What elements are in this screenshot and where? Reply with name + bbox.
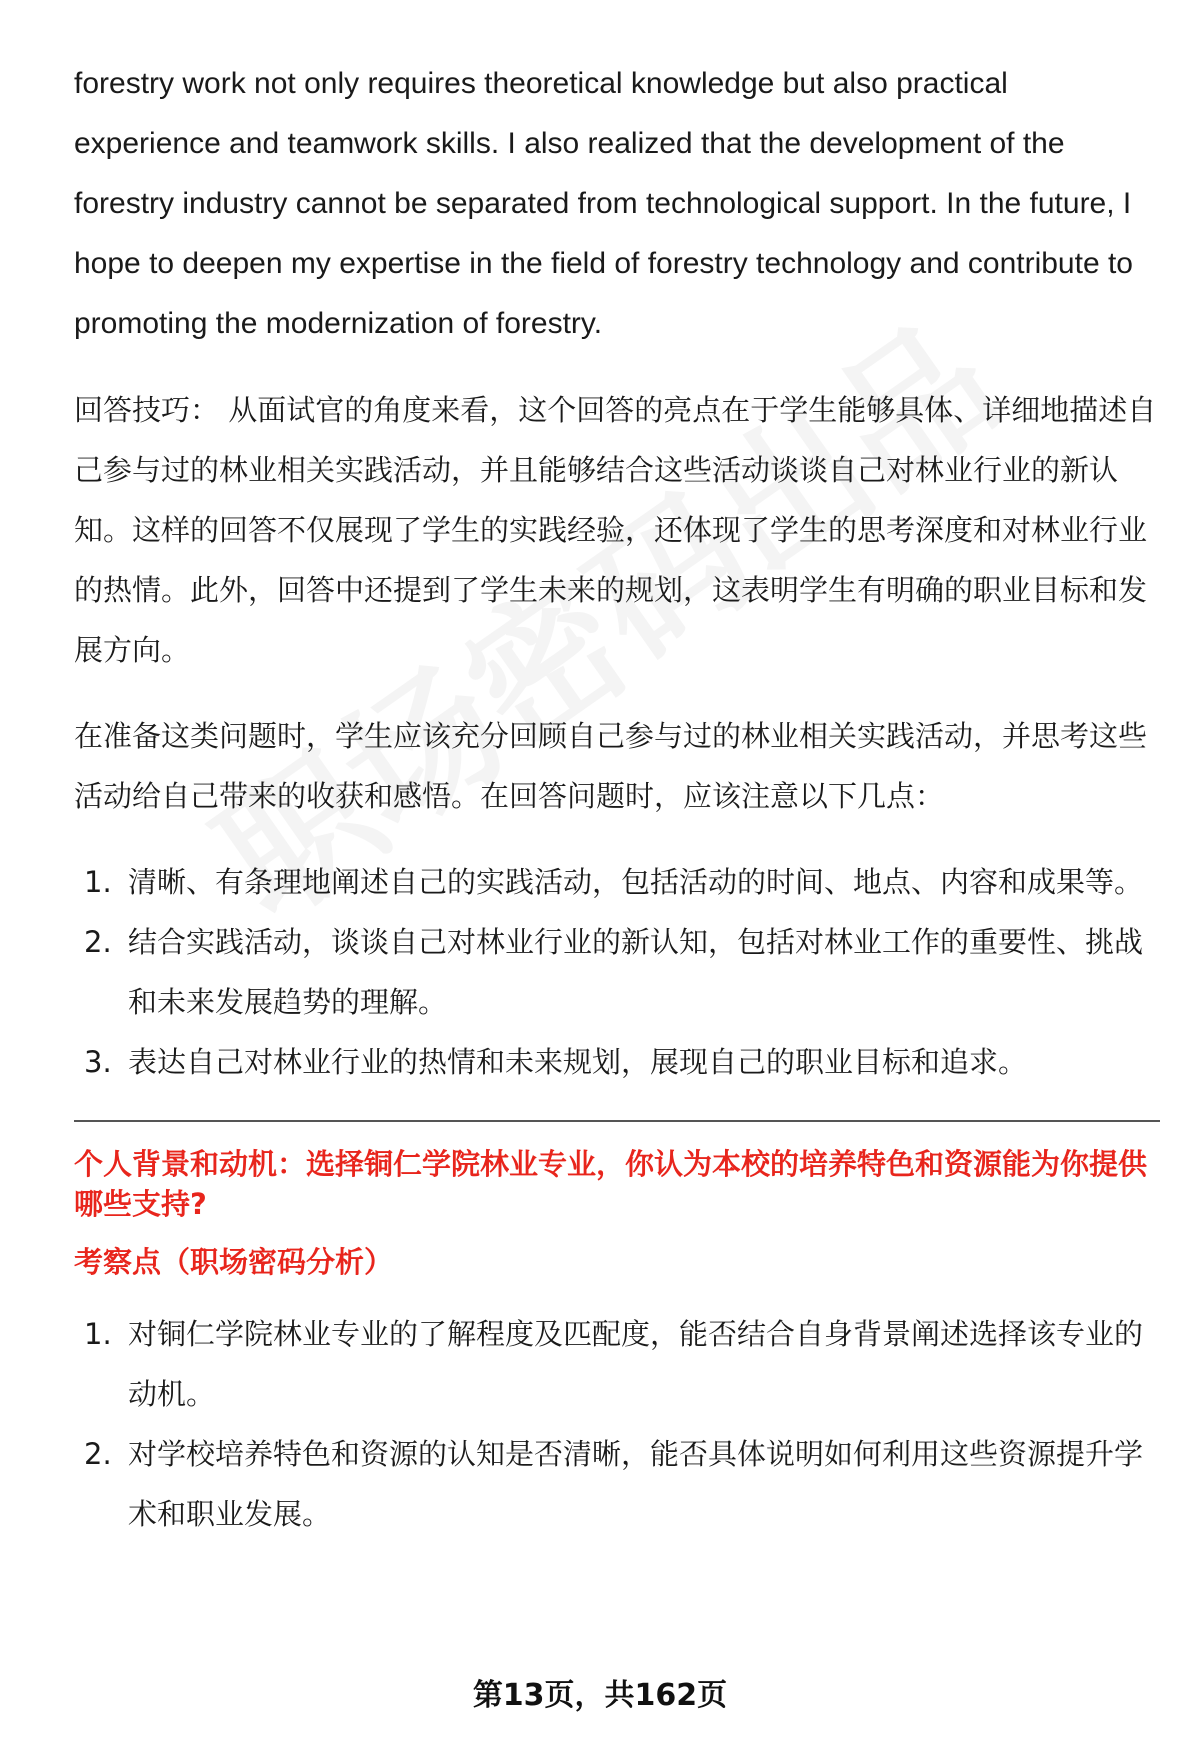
list-item [74,1424,1160,1544]
list-text: 对学校培养特色和资源的认知是否清晰，能否具体说明如何利用这些资源提升学术和职业发展。 [128,1437,1144,1531]
document-body [74,54,1160,1544]
question-heading: 个人背景和动机：选择铜仁学院林业专业，你认为本校的培养特色和资源能为你提供哪些支持? [74,1147,1148,1221]
list-text: 对铜仁学院林业专业的了解程度及匹配度，能否结合自身背景阐述选择该专业的动机。 [128,1317,1144,1411]
list-item [74,1304,1160,1424]
list-item [74,852,1160,912]
answer-tips-paragraph: 回答技巧： 从面试官的角度来看，这个回答的亮点在于学生能够具体、详细地描述自己参与过的林业相关实践活动，并且能够结合这些活动谈谈自己对林业行业的新认知。这样的回答不仅展现了学生的实践经验，还体现了学生的思考深度和对林业行业的热情。此外，回答中还提到了学生未来的规划，这表明学生有明确的职业目标和发展方向。 [74,393,1157,667]
list-number: 3. [84,1045,112,1079]
intro-paragraph: forestry work not only requires theoretical knowledge but also practical experience and teamwork skills. I also realized that the development of the forestry industry cannot be separated from technological support. In the future, I hope to deepen my expertise in the field of forestry technology and contribute to promoting the modernization of forestry. [74,67,1133,340]
preparation-paragraph: 在准备这类问题时，学生应该充分回顾自己参与过的林业相关实践活动，并思考这些活动给自己带来的收获和感悟。在回答问题时，应该注意以下几点： [74,719,1148,813]
list-text: 表达自己对林业行业的热情和未来规划，展现自己的职业目标和追求。 [128,1045,1028,1079]
list-item [74,912,1160,1032]
list-number: 1. [84,865,112,899]
list-number: 1. [84,1317,112,1351]
list-text: 清晰、有条理地阐述自己的实践活动，包括活动的时间、地点、内容和成果等。 [128,865,1144,899]
assessment-list [74,1304,1160,1544]
assessment-heading: 考察点（职场密码分析） [74,1245,394,1279]
list-number: 2. [84,925,112,959]
list-text: 结合实践活动，谈谈自己对林业行业的新认知，包括对林业工作的重要性、挑战和未来发展趋势的理解。 [128,925,1144,1019]
page-footer: 第13页，共162页 [472,1678,728,1713]
section-divider [74,1120,1160,1122]
list-item [74,1032,1160,1092]
tips-list [74,852,1160,1092]
list-number: 2. [84,1437,112,1471]
